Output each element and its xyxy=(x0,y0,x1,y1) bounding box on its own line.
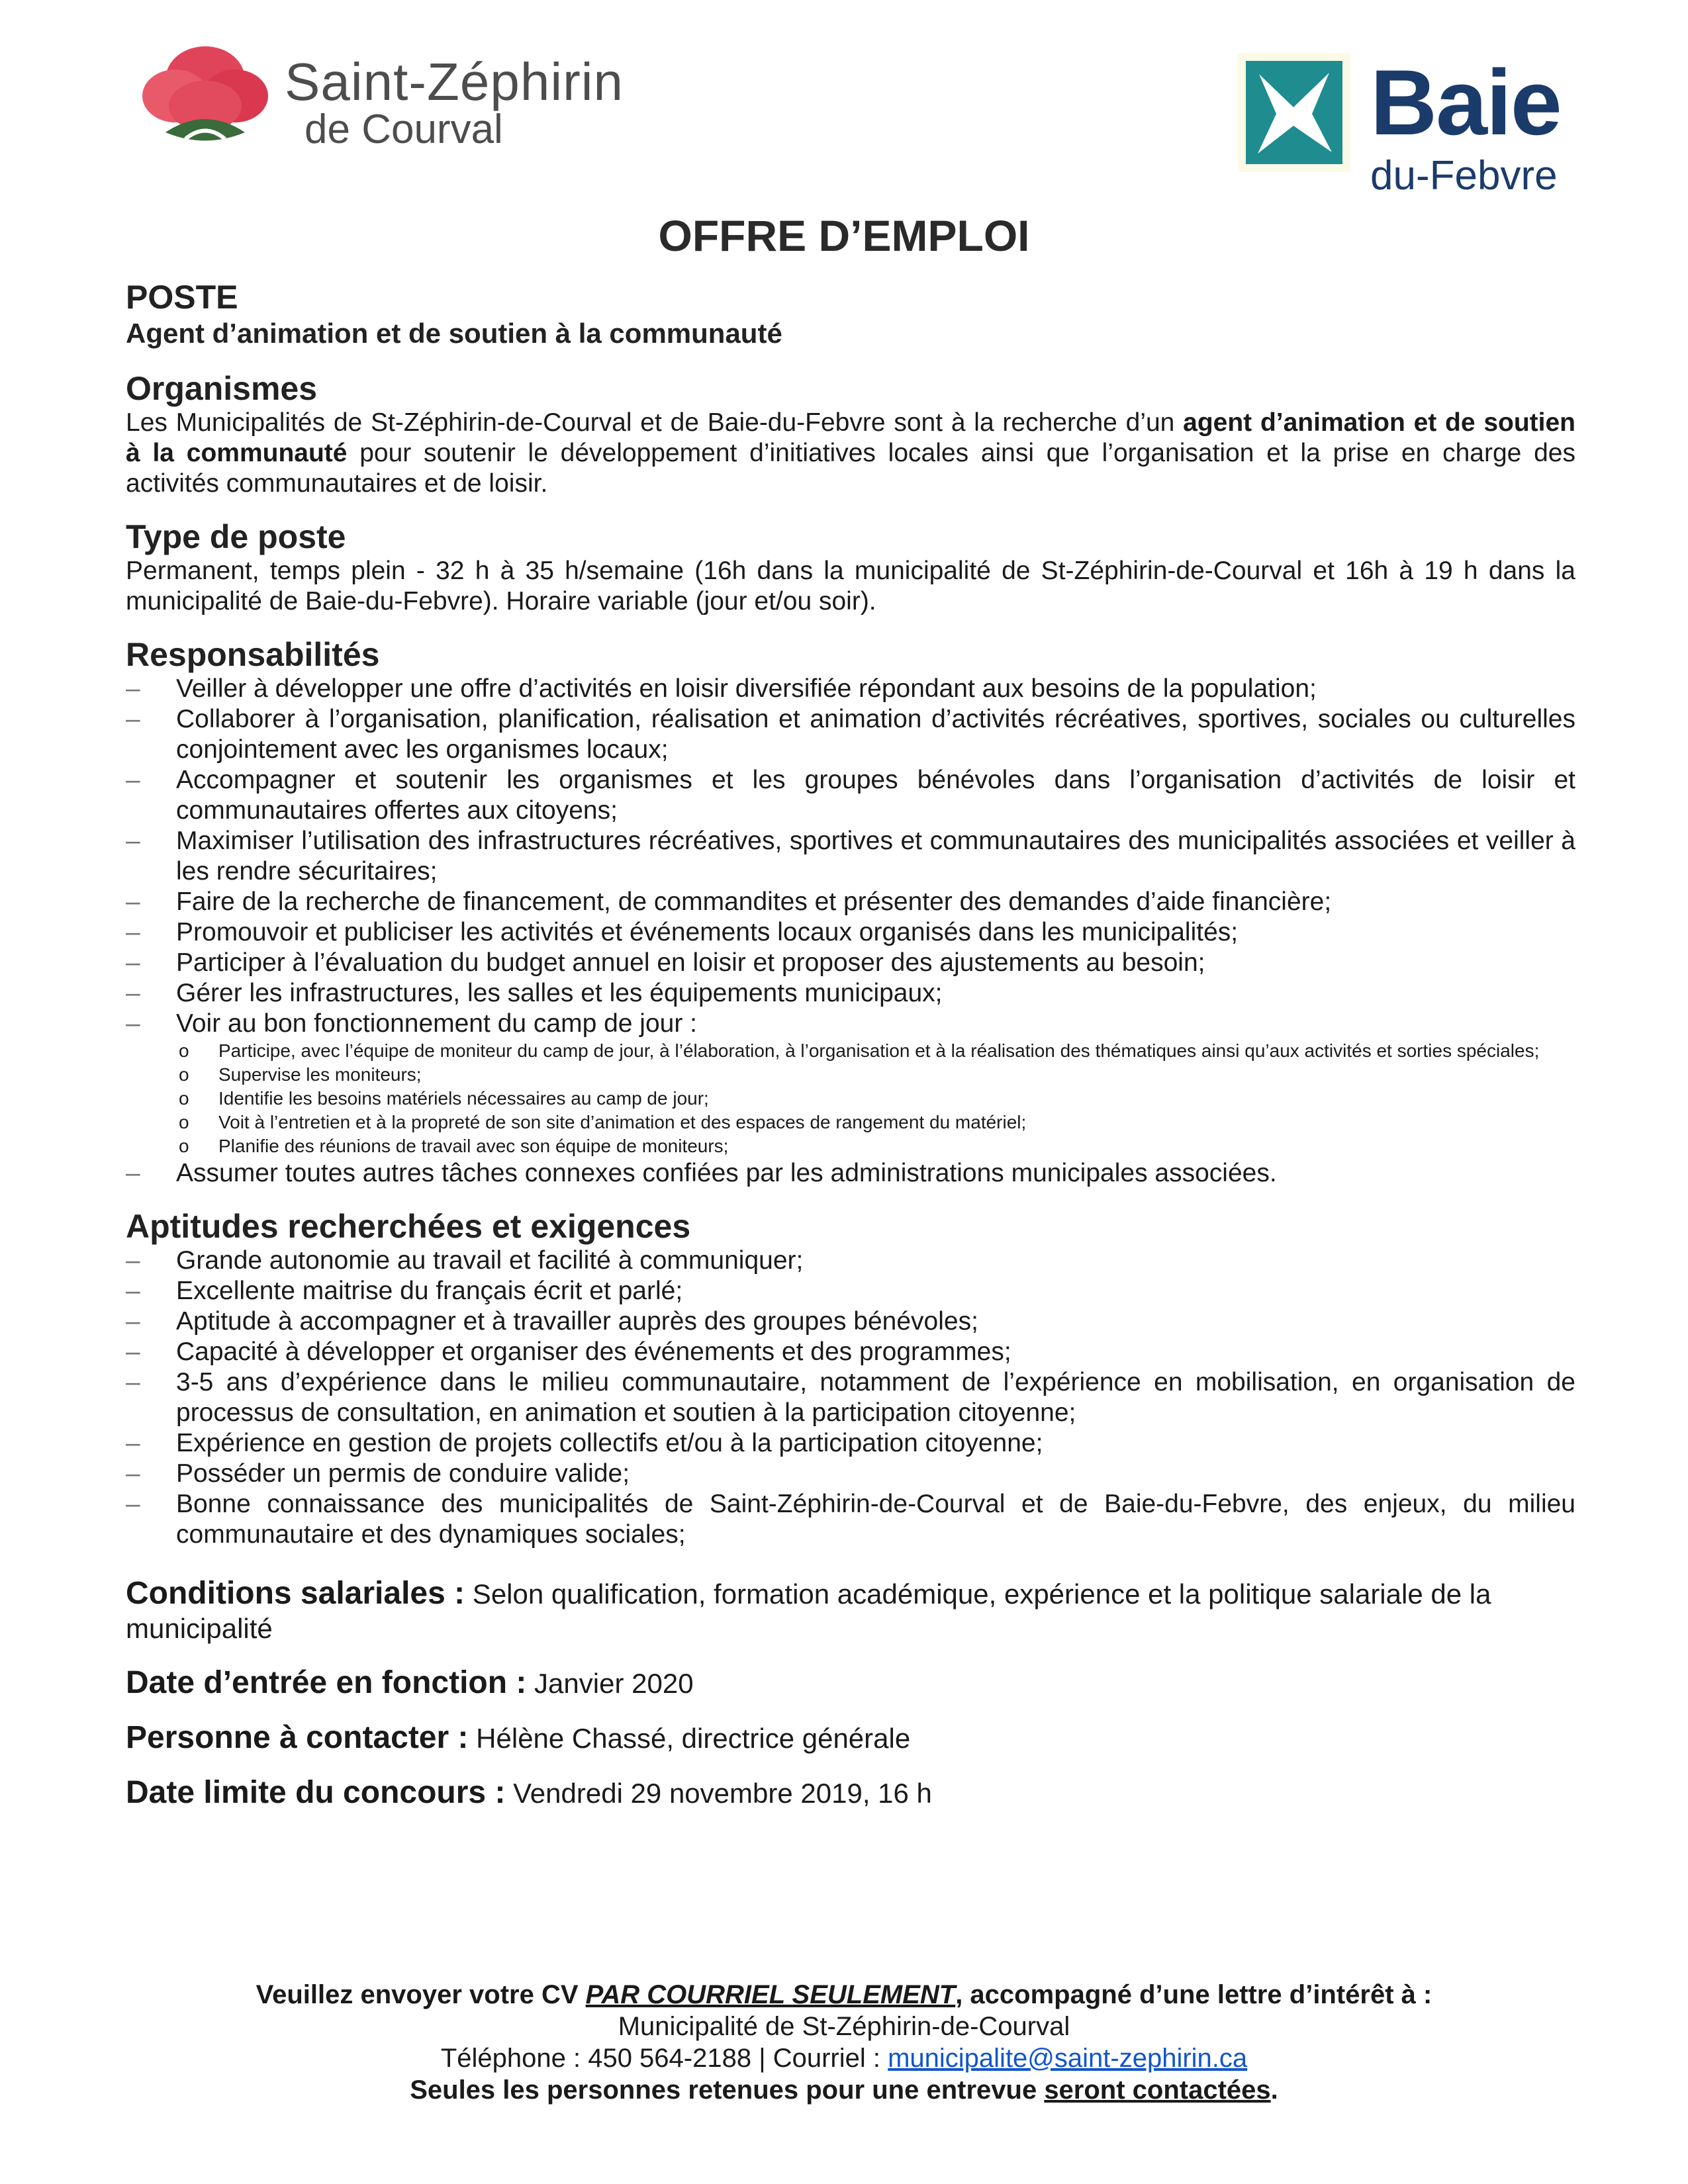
footer-line1-b: , accompagné d’une lettre d’intérêt à : xyxy=(955,1980,1432,2009)
list-item: – Grande autonomie au travail et facilité à communiquer; xyxy=(126,1246,1575,1276)
section-aptitudes xyxy=(126,1207,1575,1550)
list-item: – Accompagner et soutenir les organismes et les groupes bénévoles dans l’organisation d’activités de loisir et communautaires offertes aux citoyens; xyxy=(126,765,1575,826)
logo-saint-zephirin xyxy=(139,33,642,159)
sublist-item: o Participe, avec l’équipe de moniteur du camp de jour, à l’élaboration, à l’organisation et à la réalisation des thématiques ainsi qu’aux activités et sorties spéciales; xyxy=(126,1039,1575,1063)
list-item: – Collaborer à l’organisation, planification, réalisation et animation d’activités récréatives, sportives, sociales ou culturelles conjointement avec les organismes locaux; xyxy=(126,704,1575,765)
date-limite xyxy=(126,1776,1575,1811)
flower-icon xyxy=(139,33,271,159)
footer-line2: Municipalité de St-Zéphirin-de-Courval xyxy=(618,2012,1070,2041)
date-entree-value: Janvier 2020 xyxy=(526,1668,694,1699)
bird-icon xyxy=(1246,61,1342,164)
list-item: – Expérience en gestion de projets collectifs et/ou à la participation citoyenne; xyxy=(126,1428,1575,1459)
footer-line3 xyxy=(0,2042,1688,2074)
conditions-salariales xyxy=(126,1576,1575,1646)
logo-baie-du-febvre xyxy=(1238,50,1582,199)
footer-line4-underline: seront contactées xyxy=(1044,2075,1271,2105)
document-body xyxy=(126,278,1575,1831)
logo-square xyxy=(1238,53,1350,172)
list-item: – Gérer les infrastructures, les salles et les équipements municipaux; xyxy=(126,978,1575,1009)
list-item: – Aptitude à accompagner et à travailler auprès des groupes bénévoles; xyxy=(126,1306,1575,1337)
conditions-label: Conditions salariales : xyxy=(126,1576,465,1611)
section-responsabilites xyxy=(126,635,1575,1189)
organismes-text-after: pour soutenir le développement d’initiatives locales ainsi que l’organisation et la prise en charge des activités communautaires et de loisir. xyxy=(126,439,1575,498)
list-item: – Posséder un permis de conduire valide; xyxy=(126,1459,1575,1489)
date-limite-value: Vendredi 29 novembre 2019, 16 h xyxy=(505,1778,932,1809)
footer-line1-emphasis: PAR COURRIEL SEULEMENT xyxy=(585,1980,956,2009)
footer-line1-a: Veuillez envoyer votre CV xyxy=(256,1980,586,2009)
aptitudes-list xyxy=(126,1246,1575,1550)
footer-line4-a: Seules les personnes retenues pour une entrevue xyxy=(410,2075,1045,2105)
footer-line4-b: . xyxy=(1270,2075,1278,2105)
organismes-heading: Organismes xyxy=(126,370,318,407)
list-item: – Promouvoir et publiciser les activités et événements locaux organisés dans les municipalités; xyxy=(126,917,1575,948)
footer xyxy=(0,1979,1688,2106)
logo-left-line2: de Courval xyxy=(305,107,503,152)
poste-value: Agent d’animation et de soutien à la communauté xyxy=(126,318,782,349)
logo-left-line1: Saint-Zéphirin xyxy=(285,52,624,111)
date-entree xyxy=(126,1666,1575,1701)
footer-line1 xyxy=(0,1979,1688,2011)
list-item: – 3-5 ans d’expérience dans le milieu communautaire, notamment de l’expérience en mobilisation, en organisation de processus de consultation, en animation et soutien à la participation citoyenne; xyxy=(126,1367,1575,1428)
type-poste-text: Permanent, temps plein - 32 h à 35 h/semaine (16h dans la municipalité de St-Zéphirin-de-Courval et 16h à 19 h dans la municipalité de Baie-du-Febvre). Horaire variable (jour et/ou soir). xyxy=(126,557,1575,615)
responsabilites-list-end xyxy=(126,1158,1575,1189)
date-entree-label: Date d’entrée en fonction : xyxy=(126,1665,527,1700)
list-item: – Participer à l’évaluation du budget annuel en loisir et proposer des ajustements au besoin; xyxy=(126,948,1575,978)
responsabilites-heading: Responsabilités xyxy=(126,636,380,673)
list-item: – Excellente maitrise du français écrit et parlé; xyxy=(126,1276,1575,1306)
list-item: – Bonne connaissance des municipalités de Saint-Zéphirin-de-Courval et de Baie-du-Febvre, des enjeux, du milieu communautaire et des dynamiques sociales; xyxy=(126,1489,1575,1550)
email-link[interactable]: municipalite@saint-zephirin.ca xyxy=(888,2044,1248,2073)
section-poste xyxy=(126,278,1575,351)
list-item: – Veiller à développer une offre d’activités en loisir diversifiée répondant aux besoins de la population; xyxy=(126,674,1575,704)
organismes-text-bold: agent d’animation et de soutien à la communauté xyxy=(126,408,1575,467)
list-item: – Voir au bon fonctionnement du camp de jour : xyxy=(126,1009,1575,1039)
list-item: – Faire de la recherche de financement, de commandites et présenter des demandes d’aide financière; xyxy=(126,887,1575,917)
list-item: – Maximiser l’utilisation des infrastructures récréatives, sportives et communautaires des municipalités associées et veiller à les rendre sécuritaires; xyxy=(126,826,1575,887)
camp-sublist xyxy=(126,1039,1575,1158)
footer-line4 xyxy=(0,2074,1688,2106)
list-item: – Capacité à développer et organiser des événements et des programmes; xyxy=(126,1337,1575,1367)
sublist-item: o Voit à l’entretien et à la propreté de son site d’animation et des espaces de rangement du matériel; xyxy=(126,1111,1575,1134)
poste-heading: POSTE xyxy=(126,279,238,316)
contact-value: Hélène Chassé, directrice générale xyxy=(468,1723,911,1754)
list-item: – Assumer toutes autres tâches connexes confiées par les administrations municipales associées. xyxy=(126,1158,1575,1189)
page-title: OFFRE D’EMPLOI xyxy=(658,211,1030,260)
section-type-poste xyxy=(126,518,1575,617)
responsabilites-list xyxy=(126,674,1575,1039)
section-organismes xyxy=(126,369,1575,499)
logo-right-line2: du-Febvre xyxy=(1370,153,1558,199)
organismes-text xyxy=(126,408,1575,499)
contact-label: Personne à contacter : xyxy=(126,1720,469,1755)
footer-line3-a: Téléphone : 450 564-2188 | Courriel : xyxy=(440,2044,888,2073)
sublist-item: o Identifie les besoins matériels nécessaires au camp de jour; xyxy=(126,1087,1575,1111)
sublist-item: o Planifie des réunions de travail avec son équipe de moniteurs; xyxy=(126,1134,1575,1158)
conditions-value: Selon qualification, formation académique, expérience et la politique salariale de la municipalité xyxy=(126,1578,1491,1644)
contact-person xyxy=(126,1721,1575,1756)
logo-right-line1: Baie xyxy=(1370,50,1561,154)
type-poste-heading: Type de poste xyxy=(126,518,346,555)
date-limite-label: Date limite du concours : xyxy=(126,1775,506,1810)
sublist-item: o Supervise les moniteurs; xyxy=(126,1063,1575,1087)
aptitudes-heading: Aptitudes recherchées et exigences xyxy=(126,1208,691,1245)
organismes-text-before: Les Municipalités de St-Zéphirin-de-Courval et de Baie-du-Febvre sont à la recherche d’un xyxy=(126,408,1184,437)
